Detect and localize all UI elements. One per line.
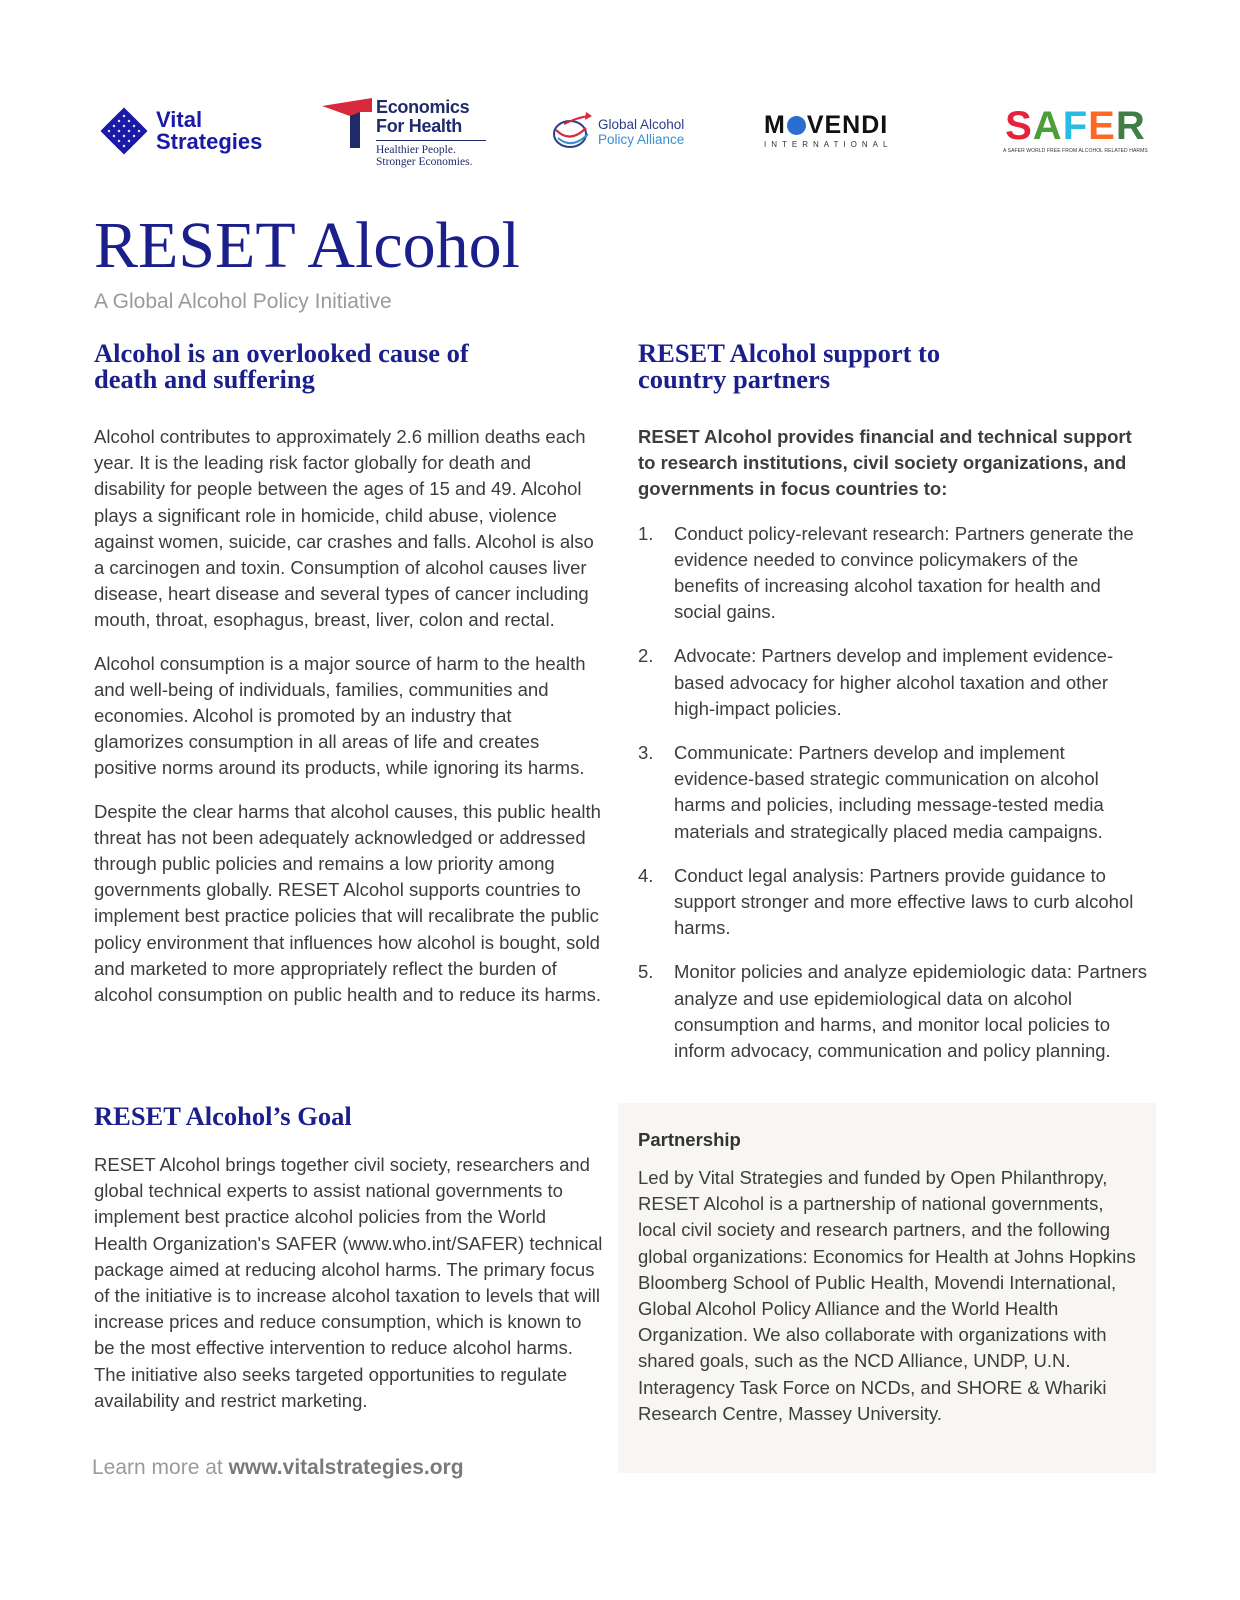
safer-tagline: A SAFER WORLD FREE FROM ALCOHOL RELATED HARMS xyxy=(1003,148,1148,154)
gapa-logo-line2: Policy Alliance xyxy=(598,132,685,147)
movendi-globe-icon xyxy=(787,116,806,135)
safer-logo xyxy=(1003,106,1148,154)
gapa-logo xyxy=(550,110,684,154)
vital-logo-line2: Strategies xyxy=(156,129,263,154)
right-column xyxy=(638,340,1148,1064)
efh-tagline2: Stronger Economies. xyxy=(376,156,473,168)
gapa-globe-icon xyxy=(550,110,594,154)
movendi-logo-sub: INTERNATIONAL xyxy=(764,140,893,149)
safer-letter-s: S xyxy=(1005,104,1033,148)
right-heading-line2: country partners xyxy=(638,364,831,394)
support-intro: RESET Alcohol provides financial and technical support to research institutions, civil society organizations, and governments in focus countries to: xyxy=(638,426,1132,500)
efh-logo-line2: For Health xyxy=(376,116,463,136)
efh-flag-icon xyxy=(320,98,372,148)
movendi-logo xyxy=(764,112,892,149)
left-column xyxy=(94,340,604,1008)
efh-tagline1: Healthier People. xyxy=(376,144,456,156)
left-paragraph-2: Alcohol consumption is a major source of harm to the health and well-being of individuals, families, communities and economies. Alcohol is promoted by an industry that glamorizes consumption in all areas of life and creates positive norms around its products, while ignoring its harms. xyxy=(94,652,586,779)
safer-letter-a: A xyxy=(1032,104,1063,148)
vital-strategies-logo xyxy=(98,104,262,158)
goal-paragraph: RESET Alcohol brings together civil society, researchers and global technical experts to assist national governments to implement best practice alcohol policies from the World Health Organization's SAFER (www.who.int/SAFER) technical package aimed at reducing alcohol harms. The primary focus of the initiative is to increase alcohol taxation to levels that will increase prices and reduce consumption, which is known to be the most effective intervention to reduce alcohol harms. The initiative also seeks targeted opportunities to regulate availability and restrict marketing. xyxy=(94,1154,603,1411)
right-heading-line1: RESET Alcohol support to xyxy=(638,338,941,368)
safer-letter-e: E xyxy=(1088,104,1116,148)
gapa-logo-line1: Global Alcohol xyxy=(598,117,685,132)
list-item-text: Conduct policy-relevant research: Partners generate the evidence needed to convince policymakers of the benefits of increasing alcohol taxation for health and social gains. xyxy=(674,522,1134,623)
list-item-text: Advocate: Partners develop and implement evidence-based advocacy for higher alcohol taxation and other high-impact policies. xyxy=(674,645,1114,719)
left-heading-line1: Alcohol is an overlooked cause of xyxy=(94,338,469,368)
list-item-number: 3. xyxy=(638,742,654,764)
movendi-logo-pre: M xyxy=(764,111,786,139)
goal-heading: RESET Alcohol’s Goal xyxy=(94,1101,352,1131)
left-section-heading xyxy=(94,340,604,392)
partnership-box xyxy=(618,1103,1156,1473)
partner-logos xyxy=(0,88,1240,188)
list-item xyxy=(638,521,1148,626)
list-item-number: 1. xyxy=(638,522,654,544)
movendi-logo-post: VENDI xyxy=(806,111,889,139)
partnership-heading: Partnership xyxy=(638,1129,741,1150)
left-heading-line2: death and suffering xyxy=(94,364,315,394)
list-item-text: Monitor policies and analyze epidemiologic data: Partners analyze and use epidemiological data on alcohol consumption and harms, and monitor local policies to inform advocacy, communication and policy planning. xyxy=(674,961,1148,1062)
vital-strategies-knot-icon xyxy=(98,105,150,157)
page-title: RESET Alcohol xyxy=(94,209,520,282)
right-section-heading xyxy=(638,340,1148,392)
partnership-text: Led by Vital Strategies and funded by Open Philanthropy, RESET Alcohol is a partnership of national governments, local civil society and research partners, and the following global organizations: Economics for Health at Johns Hopkins Bloomberg School of Public Health, Movendi International, Global Alcohol Policy Alliance and the World Health Organization. We also collaborate with organizations with shared goals, such as the NCD Alliance, UNDP, U.N. Interagency Task Force on NCDs, and SHORE & Whariki Research Centre, Massey University. xyxy=(638,1167,1136,1424)
left-paragraph-1: Alcohol contributes to approximately 2.6 million deaths each year. It is the leading risk factor globally for death and disability for people between the ages of 15 and 49. Alcohol plays a significant role in homicide, child abuse, violence against women, suicide, car crashes and falls. Alcohol is also a carcinogen and toxin. Consumption of alcohol causes liver disease, heart disease and several types of cancer including mouth, throat, esophagus, breast, liver, colon and rectal. xyxy=(94,426,594,631)
page-subtitle: A Global Alcohol Policy Initiative xyxy=(94,290,392,313)
list-item-text: Conduct legal analysis: Partners provide guidance to support stronger and more effective laws to curb alcohol harms. xyxy=(674,864,1134,939)
economics-for-health-logo xyxy=(320,98,486,168)
list-item-number: 5. xyxy=(638,961,654,983)
safer-letter-r: R xyxy=(1115,104,1146,148)
support-list xyxy=(638,521,1148,1065)
list-item xyxy=(638,643,1148,722)
list-item xyxy=(638,863,1148,942)
safer-letter-f: F xyxy=(1062,104,1089,148)
footer-url-link[interactable]: www.vitalstrategies.org xyxy=(228,1456,464,1479)
list-item-number: 4. xyxy=(638,864,654,886)
list-item xyxy=(638,740,1148,845)
footer-prefix: Learn more at xyxy=(92,1456,229,1479)
list-item-text: Communicate: Partners develop and implement evidence-based strategic communication on alcohol harms and policies, including message-tested media materials and strategically placed media campaigns. xyxy=(674,742,1104,842)
list-item xyxy=(638,959,1148,1064)
footer-learn-more xyxy=(92,1456,464,1480)
vital-logo-line1: Vital xyxy=(156,107,203,132)
left-paragraph-3: Despite the clear harms that alcohol causes, this public health threat has not been adequately acknowledged or addressed through public policies and remains a low priority among governments globally. RESET Alcohol supports countries to implement best practice policies that will recalibrate the public policy environment that influences how alcohol is bought, sold and marketed to more appropriately reflect the burden of alcohol consumption on public health and to reduce its harms. xyxy=(94,800,601,1006)
list-item-number: 2. xyxy=(638,645,654,667)
efh-logo-line1: Economics xyxy=(376,97,470,117)
